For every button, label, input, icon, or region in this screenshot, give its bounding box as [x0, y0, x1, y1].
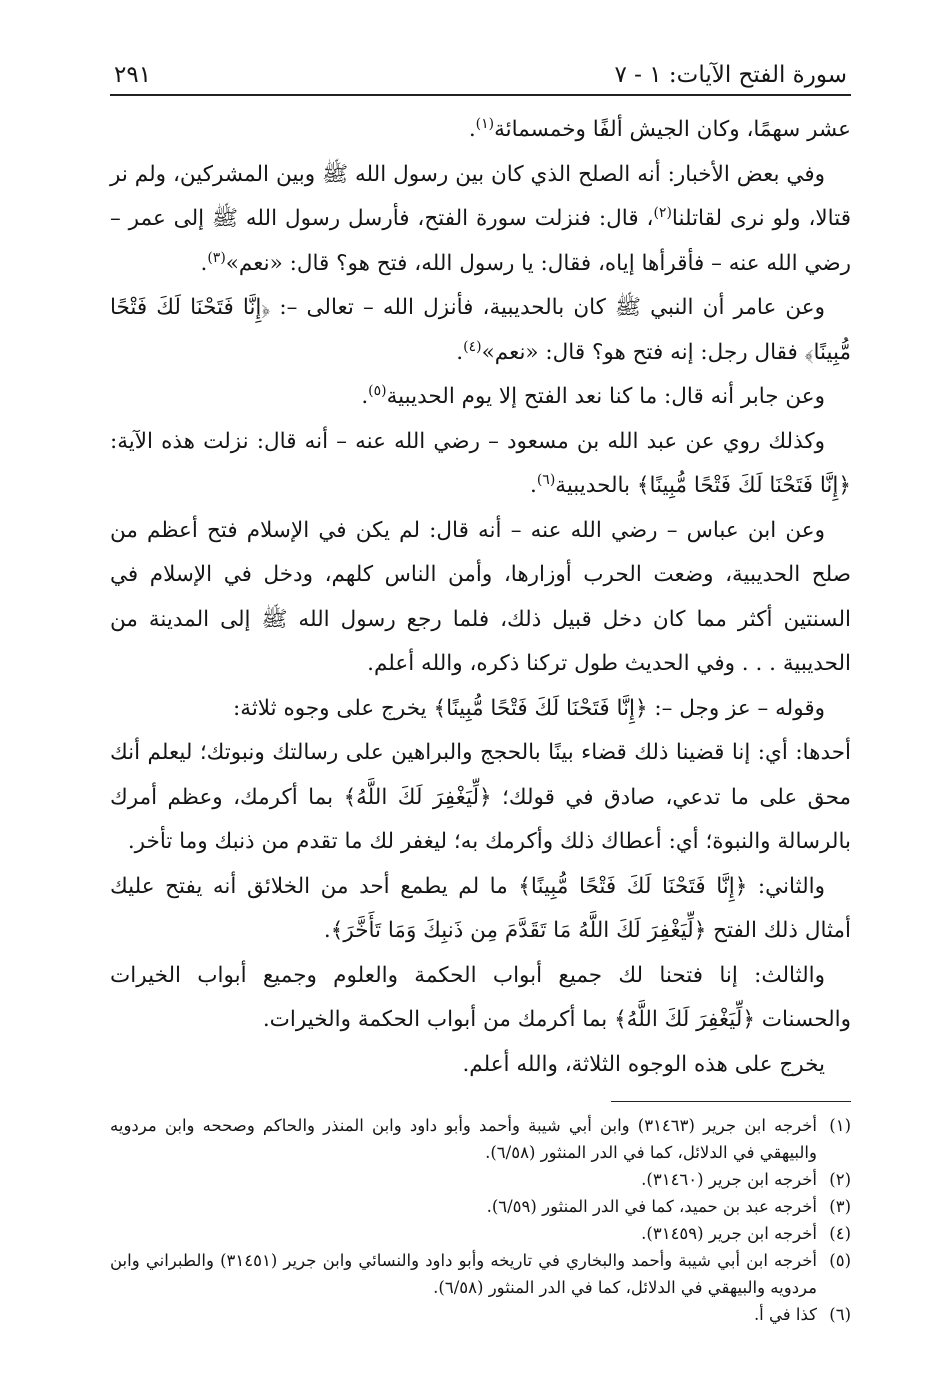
footnote-text: أخرجه ابن جرير (٣١٤٥٩). [641, 1224, 817, 1243]
running-header [110, 40, 851, 96]
footnotes [110, 1112, 851, 1328]
paragraph-text: وفي بعض الأخبار: أنه الصلح الذي كان بين رسول الله ﷺ وبين المشركين، ولم نر قتالا، ولو نرى لقاتلنا [110, 161, 851, 231]
footnote-number: (٦) [829, 1305, 851, 1324]
paragraph-6 [110, 509, 851, 687]
paragraph-text: يخرج على هذه الوجوه الثلاثة، والله أعلم. [462, 1051, 825, 1077]
paragraph-text: وعن جابر أنه قال: ما كنا نعد الفتح إلا يوم الحديبية [386, 384, 825, 409]
paragraph-11 [110, 1043, 851, 1088]
footnote-text: كذا في أ. [753, 1305, 817, 1324]
footnote-number: (٥) [829, 1251, 851, 1270]
footnote-item [110, 1301, 851, 1328]
footnote-item [110, 1193, 851, 1220]
footnote-item [110, 1112, 851, 1166]
paragraph-text: . [361, 384, 369, 409]
footnote-marker[interactable]: (١) [475, 115, 495, 132]
paragraph-text: . [529, 473, 537, 498]
paragraph-1 [110, 108, 851, 153]
paragraph-7 [110, 687, 851, 732]
footnote-text: أخرجه ابن جرير (٣١٤٦٠). [641, 1170, 817, 1189]
running-title: سورة الفتح الآيات: ١ - ٧ [614, 62, 847, 88]
footnote-number: (٤) [829, 1224, 851, 1243]
paragraph-2 [110, 153, 851, 287]
footnote-text: أخرجه عبد بن حميد، كما في الدر المنثور (٦/٥٩). [486, 1197, 817, 1216]
paragraph-text: وقوله – عز وجل –: ﴿إِنَّا فَتَحْنَا لَكَ فَتْحًا مُّبِينًا﴾ يخرج على وجوه ثلاثة: [233, 695, 825, 721]
footnote-divider [611, 1101, 851, 1102]
paragraph-9 [110, 865, 851, 954]
paragraph-10 [110, 954, 851, 1043]
paragraph-text: وعن عامر أن النبي ﷺ كان بالحديبية، فأنزل الله – تعالى –: ﴿إِنَّا فَتَحْنَا لَكَ فَتْحًا مُّبِينًا﴾ فقال رجل: إنه فتح هو؟ قال: «نعم» [110, 295, 851, 365]
paragraph-text: أحدها: أي: إنا قضينا ذلك قضاء بينًا بالحجج والبراهين على رسالتك ونبوتك؛ ليعلم أنك محق على ما تدعي، صادق في قولك؛ ﴿لِّيَغْفِرَ لَكَ اللَّهُ﴾ بما أكرمك، وعظم أمرك بالرسالة والنبوة؛ أي: أعطاك ذلك وأكرمك به؛ ليغفر لك ما تقدم من ذنبك وما تأخر. [110, 740, 851, 854]
paragraph-text: والثاني: ﴿إِنَّا فَتَحْنَا لَكَ فَتْحًا مُّبِينًا﴾ ما لم يطمع أحد من الخلائق أنه يفتح عليك أمثال ذلك الفتح ﴿لِّيَغْفِرَ لَكَ اللَّهُ مَا تَقَدَّمَ مِن ذَنبِكَ وَمَا تَأَخَّرَ﴾. [110, 873, 851, 943]
paragraph-4 [110, 375, 851, 420]
paragraph-text: وكذلك روي عن عبد الله بن مسعود – رضي الله عنه – أنه قال: نزلت هذه الآية: ﴿إِنَّا فَتَحْنَا لَكَ فَتْحًا مُّبِينًا﴾ بالحديبية [110, 428, 851, 498]
footnote-number: (٣) [829, 1197, 851, 1216]
paragraph-text: والثالث: إنا فتحنا لك جميع أبواب الحكمة والعلوم وجميع أبواب الخيرات والحسنات ﴿لِّيَغْفِرَ لَكَ اللَّهُ﴾ بما أكرمك من أبواب الحكمة والخيرات. [110, 962, 851, 1032]
paragraph-5 [110, 420, 851, 509]
footnote-item [110, 1220, 851, 1247]
book-page [110, 40, 851, 1328]
footnote-item [110, 1247, 851, 1301]
footnote-number: (٢) [829, 1170, 851, 1189]
page-number: ٢٩١ [114, 62, 152, 88]
paragraph-text: وعن ابن عباس – رضي الله عنه – أنه قال: لم يكن في الإسلام فتح أعظم من صلح الحديبية، وضعت الحرب أوزارها، وأمن الناس كلهم، ودخل في الإسلام في السنتين أكثر مما كان دخل قبيل ذلك، فلما رجع رسول الله ﷺ إلى المدينة من الحديبية . . . وفي الحديث طول تركنا ذكره، والله أعلم. [110, 517, 851, 676]
footnote-item [110, 1166, 851, 1193]
footnote-marker[interactable]: (٥) [368, 382, 387, 399]
footnote-marker[interactable]: (٣) [207, 249, 226, 266]
footnote-number: (١) [829, 1116, 851, 1135]
footnote-text: أخرجه ابن أبي شيبة وأحمد والبخاري في تاريخه وأبو داود والنسائي وابن جرير (٣١٤٥١) والطبراني وابن مردويه والبيهقي في الدلائل، كما في الدر المنثور (٦/٥٨). [110, 1251, 817, 1297]
paragraph-8 [110, 731, 851, 865]
footnote-marker[interactable]: (٢) [653, 204, 672, 221]
footnote-text: أخرجه ابن جرير (٣١٤٦٣) وابن أبي شيبة وأحمد وأبو داود وابن المنذر والحاكم وصححه وابن مردويه والبيهقي في الدلائل، كما في الدر المنثور (٦/٥٨). [110, 1116, 818, 1162]
paragraph-3 [110, 286, 851, 375]
paragraph-text: . [468, 117, 476, 142]
paragraph-text: . [456, 339, 464, 365]
main-text [110, 108, 851, 1087]
paragraph-text: عشر سهمًا، وكان الجيش ألفًا وخمسمائة [494, 117, 851, 142]
paragraph-text: . [200, 250, 208, 276]
paragraph-text: ، قال: فنزلت سورة الفتح، فأرسل رسول الله ﷺ إلى عمر – رضي الله عنه – فأقرأها إياه، فقال: يا رسول الله، فتح هو؟ قال: «نعم» [110, 206, 851, 276]
footnote-marker[interactable]: (٤) [463, 338, 482, 355]
footnote-marker[interactable]: (٦) [536, 471, 556, 488]
